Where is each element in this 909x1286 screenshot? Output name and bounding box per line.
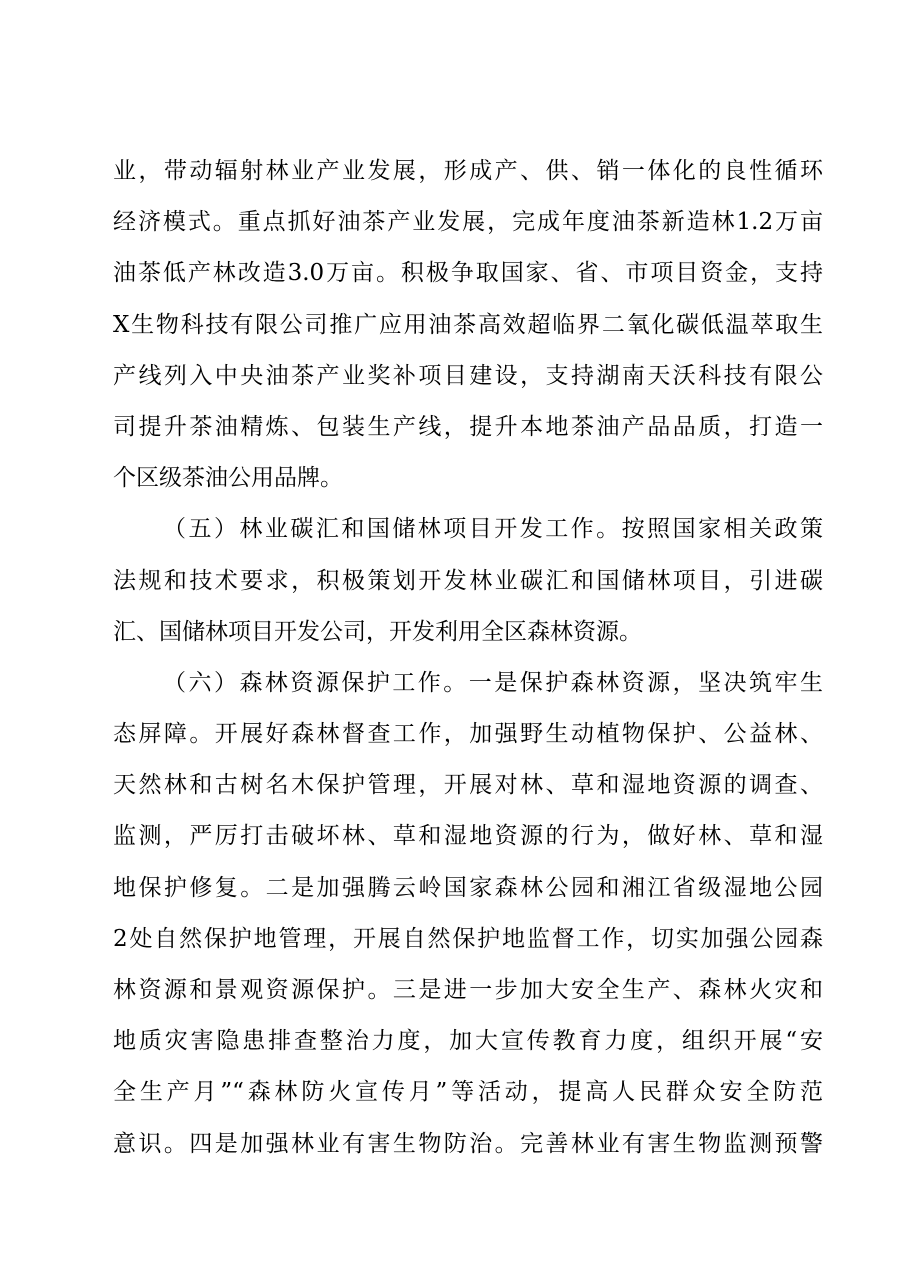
text-line-18: 地质灾害隐患排查整治力度，加大宣传教育力度，组织开展“安 <box>113 1028 823 1055</box>
text-line-10: 汇、国储林项目开发公司，开发利用全区森林资源。 <box>113 618 642 645</box>
text-line-13: 天然林和古树名木保护管理，开展对林、草和湿地资源的调查、 <box>113 772 823 799</box>
text-line-2: 经济模式。重点抓好油茶产业发展，完成年度油茶新造林1.2万亩 <box>113 209 823 236</box>
text-line-20: 意识。四是加强林业有害生物防治。完善林业有害生物监测预警 <box>113 1130 823 1157</box>
text-line-12: 态屏障。开展好森林督查工作，加强野生动植物保护、公益林、 <box>113 721 823 748</box>
text-line-1: 业，带动辐射林业产业发展，形成产、供、销一体化的良性循环 <box>113 158 823 184</box>
text-line-15: 地保护修复。二是加强腾云岭国家森林公园和湘江省级湿地公园 <box>113 874 823 901</box>
document-body <box>113 146 823 1170</box>
text-line-4: X生物科技有限公司推广应用油茶高效超临界二氧化碳低温萃取生 <box>113 311 823 338</box>
text-line-6: 司提升茶油精炼、包装生产线，提升本地茶油产品品质，打造一 <box>113 413 823 440</box>
section-heading-6-line: （六）森林资源保护工作。一是保护森林资源，坚决筑牢生 <box>163 669 823 696</box>
text-line-17: 林资源和景观资源保护。三是进一步加大安全生产、森林火灾和 <box>113 977 823 1003</box>
text-line-16: 2处自然保护地管理，开展自然保护地监督工作，切实加强公园森 <box>113 925 823 952</box>
text-line-7: 个区级茶油公用品牌。 <box>113 465 343 492</box>
text-line-9: 法规和技术要求，积极策划开发林业碳汇和国储林项目，引进碳 <box>113 567 823 594</box>
text-line-19: 全生产月”“森林防火宣传月”等活动，提高人民群众安全防范 <box>113 1079 823 1106</box>
text-line-5: 产线列入中央油茶产业奖补项目建设，支持湖南天沃科技有限公 <box>113 362 823 389</box>
text-line-14: 监测，严厉打击破坏林、草和湿地资源的行为，做好林、草和湿 <box>113 823 823 850</box>
section-heading-5-line: （五）林业碳汇和国储林项目开发工作。按照国家相关政策 <box>163 516 823 543</box>
text-line-3: 油茶低产林改造3.0万亩。积极争取国家、省、市项目资金，支持 <box>113 260 823 287</box>
